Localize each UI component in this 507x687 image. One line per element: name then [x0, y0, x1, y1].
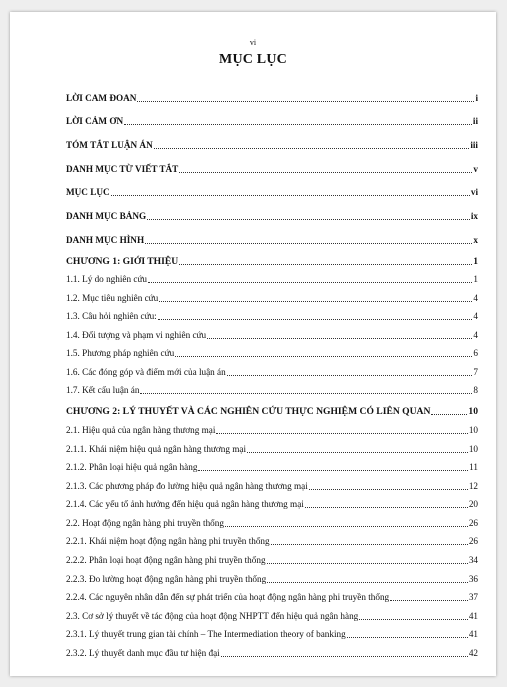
dot-leader: [154, 147, 470, 149]
dot-leader: [347, 636, 468, 638]
toc-entry-title: TÓM TẮT LUẬN ÁN: [66, 140, 153, 151]
dot-leader: [221, 655, 468, 657]
toc-entry[interactable]: [66, 151, 478, 175]
toc-entry[interactable]: [66, 529, 478, 548]
toc-entry-title: 1.3. Câu hỏi nghiên cứu:: [66, 311, 157, 322]
toc-entry-title: LỜI CAM ĐOAN: [66, 92, 137, 103]
toc-entry-page: 4: [473, 329, 478, 340]
toc-entry[interactable]: [66, 80, 478, 104]
dot-leader: [179, 263, 472, 265]
toc-entry-page: 4: [473, 311, 478, 322]
toc-entry-page: 6: [473, 348, 478, 359]
toc-entry-title: CHƯƠNG 2: LÝ THUYẾT VÀ CÁC NGHIÊN CỨU THỰC NGHIỆM CÓ LIÊN QUAN: [66, 406, 431, 418]
toc-entry-page: 26: [468, 517, 478, 528]
dot-leader: [159, 300, 472, 302]
toc-entry-title: 2.1.2. Phân loại hiệu quả ngân hàng: [66, 462, 198, 473]
toc-entry[interactable]: [66, 104, 478, 128]
dot-leader: [267, 562, 468, 564]
toc-entry-title: 2.1.3. Các phương pháp đo lường hiệu quả ngân hàng thương mại: [66, 480, 308, 491]
dot-leader: [267, 581, 468, 583]
toc-entry[interactable]: [66, 473, 478, 492]
toc-entry-title: DANH MỤC BẢNG: [66, 211, 147, 222]
toc-entry-title: 1.4. Đối tượng và phạm vi nghiên cứu: [66, 329, 207, 340]
toc-entry-title: 2.2.3. Đo lường hoạt động ngân hàng phi truyền thống: [66, 573, 267, 584]
toc-entry[interactable]: [66, 547, 478, 566]
page-number: vi: [249, 38, 257, 47]
toc-entry-page: 36: [468, 573, 478, 584]
dot-leader: [431, 413, 467, 415]
toc-entry-page: 1: [473, 274, 478, 285]
toc-entry-page: 12: [468, 480, 478, 491]
toc-entry-page: x: [473, 234, 478, 245]
dot-leader: [390, 599, 468, 601]
toc-entry[interactable]: [66, 127, 478, 151]
toc-entry[interactable]: [66, 436, 478, 455]
toc-entry-page: v: [473, 163, 478, 174]
toc-entry-title: 2.2.1. Khái niệm hoạt động ngân hàng phi truyền thống: [66, 536, 270, 547]
toc-entry[interactable]: [66, 566, 478, 585]
toc-title: MỤC LỤC: [219, 52, 287, 67]
toc-entry-page: 7: [473, 366, 478, 377]
toc-entry[interactable]: [66, 622, 478, 641]
toc-entry-page: 8: [473, 385, 478, 396]
toc-entry[interactable]: [66, 198, 478, 222]
toc-entry-title: 2.3.2. Lý thuyết danh mục đầu tư hiện đại: [66, 648, 220, 659]
toc-entry-title: 1.2. Mục tiêu nghiên cứu: [66, 292, 159, 303]
toc-entry[interactable]: [66, 359, 478, 378]
toc-entry-title: 2.3.1. Lý thuyết trung gian tài chính – The Intermediation theory of banking: [66, 629, 346, 640]
dot-leader: [207, 337, 472, 339]
dot-leader: [148, 281, 472, 283]
toc-entry[interactable]: [66, 510, 478, 529]
toc-entry[interactable]: [66, 603, 478, 622]
dot-leader: [216, 432, 467, 434]
dot-leader: [271, 543, 468, 545]
dot-leader: [140, 392, 472, 394]
toc-entry-title: 1.7. Kết cấu luận án: [66, 385, 140, 396]
toc-entry[interactable]: [66, 341, 478, 360]
toc-entry[interactable]: [66, 417, 478, 436]
dot-leader: [147, 218, 470, 220]
toc-entry-page: 10: [468, 406, 478, 418]
toc-entry[interactable]: [66, 640, 478, 659]
toc-entry-page: 41: [468, 629, 478, 640]
toc-entry-title: 1.5. Phương pháp nghiên cứu: [66, 348, 175, 359]
toc-entry-title: LỜI CẢM ƠN: [66, 116, 124, 127]
dot-leader: [198, 469, 468, 471]
toc-entry-page: 4: [473, 292, 478, 303]
toc-entry-title: DANH MỤC TỪ VIẾT TẮT: [66, 163, 179, 174]
dot-leader: [247, 451, 468, 453]
toc-entry-page: 10: [468, 443, 478, 454]
dot-leader: [359, 618, 468, 620]
toc-entry-page: 26: [468, 536, 478, 547]
toc-entry[interactable]: [66, 175, 478, 199]
toc-entry-title: 2.2.2. Phân loại hoạt động ngân hàng phi truyền thống: [66, 555, 266, 566]
toc-entry-title: 2.3. Cơ sở lý thuyết về tác động của hoạt động NHPTT đến hiệu quả ngân hàng: [66, 610, 359, 621]
dot-leader: [309, 488, 468, 490]
toc-entry-page: 1: [473, 255, 478, 267]
toc-entry[interactable]: [66, 285, 478, 304]
toc-entry-title: 2.1. Hiệu quả của ngân hàng thương mại: [66, 424, 216, 435]
toc-entry[interactable]: [66, 246, 478, 267]
toc-entry-title: 2.1.1. Khái niệm hiệu quả ngân hàng thương mại: [66, 443, 247, 454]
toc-entry-page: 11: [469, 462, 478, 473]
toc-entry-page: ix: [470, 211, 478, 222]
toc-entry-page: 34: [468, 555, 478, 566]
toc-entry[interactable]: [66, 222, 478, 246]
dot-leader: [111, 194, 470, 196]
toc-entry-page: iii: [470, 140, 478, 151]
toc-entry-title: 2.1.4. Các yếu tố ảnh hưởng đến hiệu quả ngân hàng thương mại: [66, 499, 304, 510]
toc-entry[interactable]: [66, 322, 478, 341]
dot-leader: [179, 171, 472, 173]
table-of-contents: [66, 80, 478, 659]
dot-leader: [175, 355, 472, 357]
toc-entry-page: 10: [468, 424, 478, 435]
toc-entry-title: 2.2. Hoạt động ngân hàng phi truyền thống: [66, 517, 224, 528]
toc-entry-title: DANH MỤC HÌNH: [66, 234, 145, 245]
toc-entry[interactable]: [66, 585, 478, 604]
dot-leader: [137, 100, 474, 102]
toc-entry-page: vi: [470, 187, 478, 198]
toc-entry[interactable]: [66, 267, 478, 286]
toc-entry-page: 42: [468, 648, 478, 659]
toc-entry-page: 37: [468, 592, 478, 603]
toc-entry-page: ii: [472, 116, 478, 127]
toc-entry[interactable]: [66, 455, 478, 474]
toc-entry-page: 41: [468, 610, 478, 621]
toc-entry[interactable]: [66, 304, 478, 323]
dot-leader: [225, 525, 468, 527]
toc-entry[interactable]: [66, 378, 478, 397]
dot-leader: [305, 506, 468, 508]
dot-leader: [124, 123, 472, 125]
toc-entry[interactable]: [66, 396, 478, 417]
toc-entry-title: MỤC LỤC: [66, 187, 110, 198]
toc-entry-page: i: [475, 92, 478, 103]
dot-leader: [145, 242, 472, 244]
dot-leader: [227, 374, 473, 376]
toc-entry-page: 20: [468, 499, 478, 510]
dot-leader: [158, 318, 473, 320]
toc-entry-title: CHƯƠNG 1: GIỚI THIỆU: [66, 255, 179, 267]
toc-entry-title: 1.6. Các đóng góp và điểm mới của luận án: [66, 366, 226, 377]
toc-entry[interactable]: [66, 492, 478, 511]
toc-entry-title: 1.1. Lý do nghiên cứu: [66, 274, 148, 285]
toc-entry-title: 2.2.4. Các nguyên nhân dẫn đến sự phát triển của hoạt động ngân hàng phi truyền thống: [66, 592, 390, 603]
document-page: [10, 12, 496, 676]
